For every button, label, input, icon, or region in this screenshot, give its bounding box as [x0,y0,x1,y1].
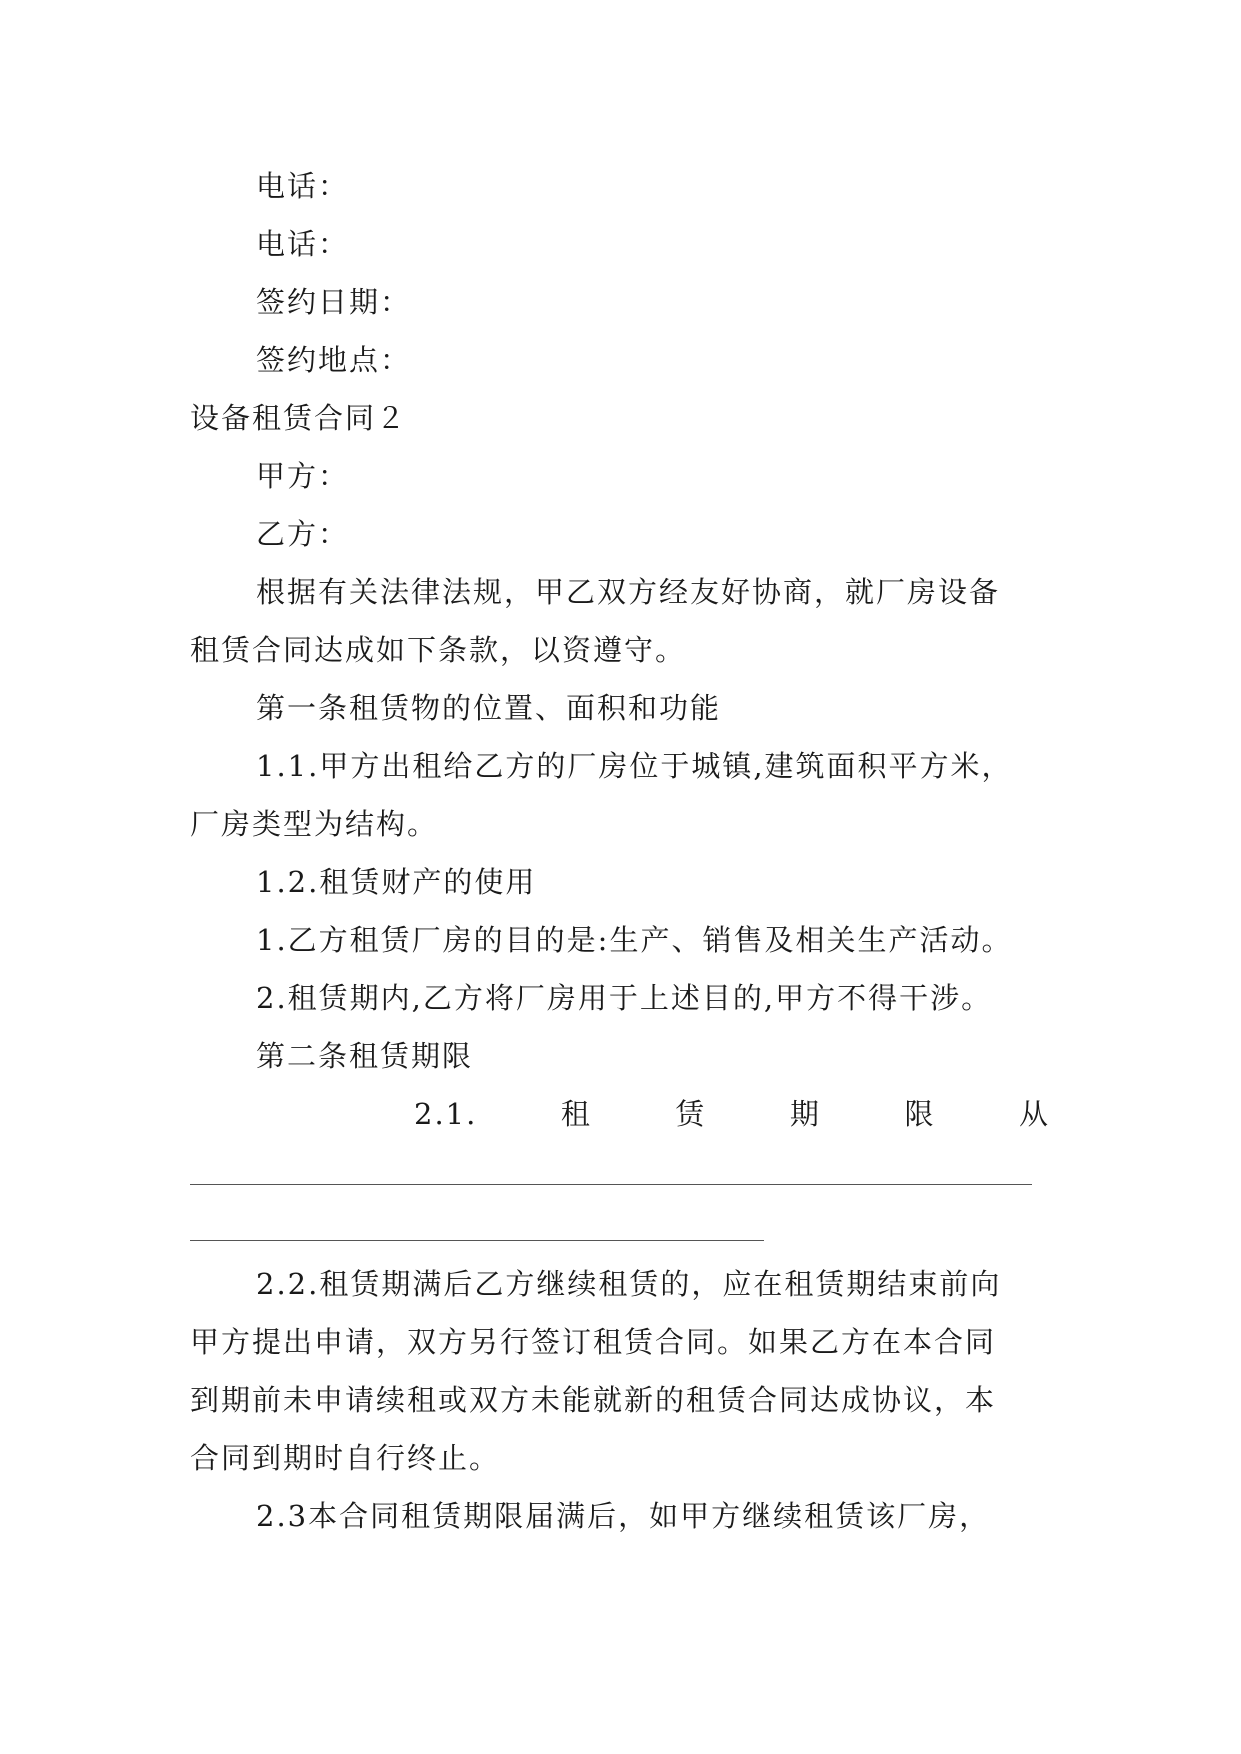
clause-2-1-line [190,1096,1050,1132]
article-1-heading: 第一条租赁物的位置、面积和功能 [256,691,722,725]
clause-2-2-line-2: 甲方提出申请，双方另行签订租赁合同。如果乙方在本合同 [190,1325,997,1359]
clause-2-2-line-4: 合同到期时自行终止。 [190,1441,501,1475]
signing-place-label: 签约地点： [256,343,412,377]
party-b-label: 乙方： [256,517,350,551]
clause-2-3-line-1: 2.3本合同租赁期限届满后，如甲方继续租赁该厂房， [256,1499,991,1533]
preamble-line-1: 根据有关法律法规，甲乙双方经友好协商，就厂房设备 [256,575,1001,609]
clause-1-2-item-2: 2.租赁期内,乙方将厂房用于上述目的,甲方不得干涉。 [256,981,993,1015]
phone-label-1: 电话： [256,169,350,203]
signing-date-label: 签约日期： [256,285,412,319]
clause-1-1-line-2: 厂房类型为结构。 [190,807,439,841]
article-2-heading: 第二条租赁期限 [256,1039,474,1073]
clause-2-1-part: 限 [904,1097,936,1131]
clause-1-2-heading: 1.2.租赁财产的使用 [256,865,537,899]
contract-title: 设备租赁合同２ [190,401,408,435]
clause-2-1-part: 赁 [675,1097,707,1131]
clause-2-2-line-1: 2.2.租赁期满后乙方继续租赁的，应在租赁期结束前向 [256,1267,1002,1301]
blank-underline-1 [190,1184,1032,1185]
clause-2-2-line-3: 到期前未申请续租或双方未能就新的租赁合同达成协议，本 [190,1383,997,1417]
clause-2-1-part: 2.1. [414,1097,478,1131]
blank-underline-2 [190,1240,764,1241]
clause-2-1-part: 租 [560,1097,592,1131]
preamble-line-2: 租赁合同达成如下条款，以资遵守。 [190,633,687,667]
clause-1-2-item-1: 1.乙方租赁厂房的目的是:生产、销售及相关生产活动。 [256,923,1013,957]
clause-2-1-part: 期 [789,1097,821,1131]
phone-label-2: 电话： [256,227,350,261]
party-a-label: 甲方： [256,459,350,493]
clause-2-1-part: 从 [1018,1097,1050,1131]
clause-1-1-line-1: 1.1.甲方出租给乙方的厂房位于城镇,建筑面积平方米， [256,749,1013,783]
